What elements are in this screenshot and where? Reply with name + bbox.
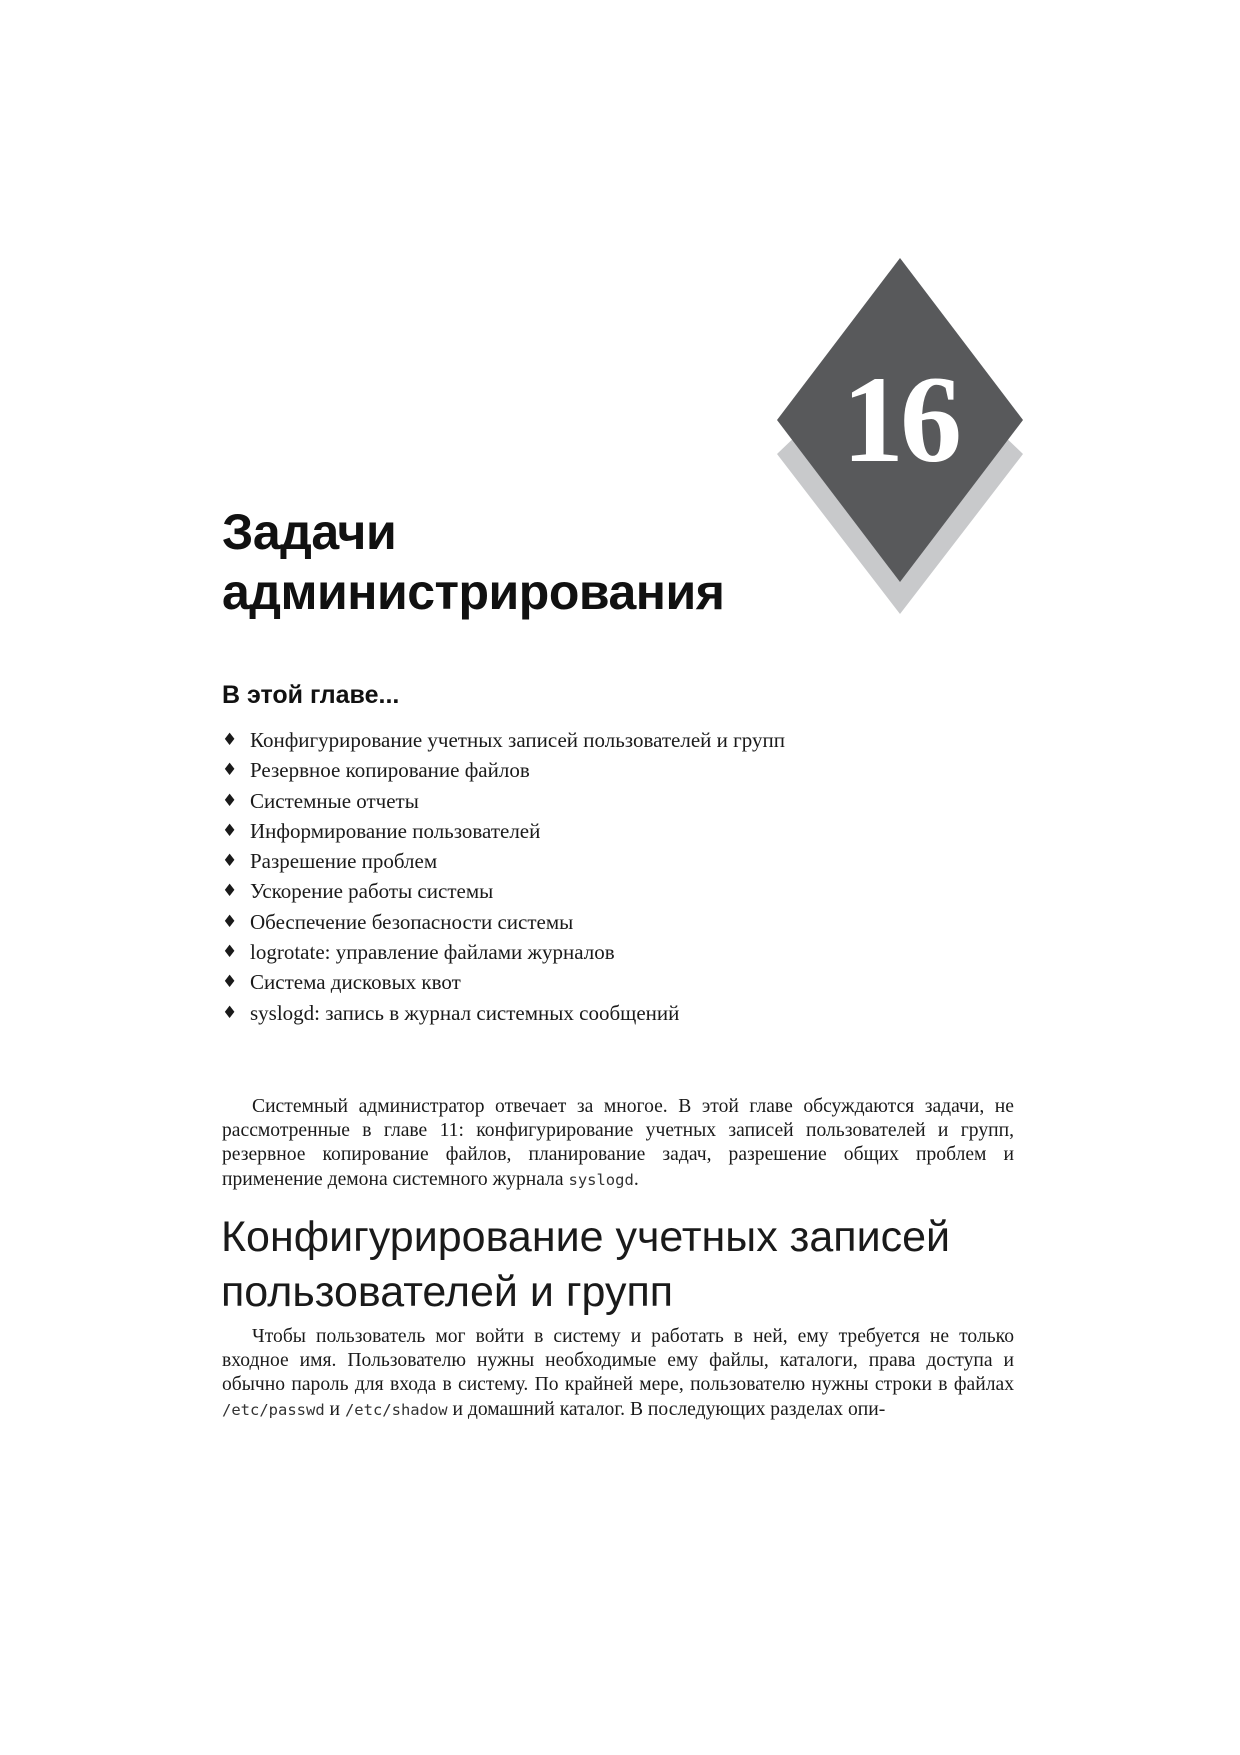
chapter-title bbox=[222, 502, 724, 622]
list-item bbox=[222, 725, 785, 755]
list-item bbox=[222, 998, 785, 1028]
list-item-text: Информирование пользователей bbox=[250, 818, 541, 843]
list-item-text: Разрешение проблем bbox=[250, 849, 438, 874]
list-item bbox=[222, 937, 785, 967]
chapter-title-line-2: администрирования bbox=[222, 564, 725, 620]
diamond-bullet-icon: ♦ bbox=[222, 972, 238, 993]
diamond-bullet-icon: ♦ bbox=[222, 911, 238, 932]
list-item-text: Ускорение работы системы bbox=[250, 879, 494, 904]
diamond-bullet-icon: ♦ bbox=[222, 730, 238, 750]
diamond-bullet-icon: ♦ bbox=[222, 820, 238, 841]
inline-code: /etc/shadow bbox=[344, 1400, 448, 1419]
intro-end: . bbox=[633, 1168, 639, 1190]
diamond-bullet-icon: ♦ bbox=[222, 760, 238, 781]
in-this-chapter-heading: В этой главе... bbox=[222, 681, 400, 709]
section-title bbox=[221, 1210, 950, 1320]
inline-code: /etc/passwd bbox=[222, 1400, 325, 1419]
paragraph-text: и bbox=[324, 1398, 345, 1420]
list-item bbox=[222, 755, 785, 785]
list-item-text: Системные отчеты bbox=[250, 788, 419, 813]
paragraph-text: и домашний каталог. В последующих разделах опи- bbox=[447, 1398, 886, 1420]
diamond-bullet-icon: ♦ bbox=[222, 942, 238, 963]
chapter-badge bbox=[770, 258, 1030, 620]
list-item bbox=[222, 816, 785, 846]
section-paragraph bbox=[222, 1325, 1014, 1422]
intro-paragraph bbox=[222, 1095, 1014, 1192]
list-item-text: Конфигурирование учетных записей пользователей и групп bbox=[250, 728, 785, 752]
section-title-line-1: Конфигурирование учетных записей bbox=[221, 1213, 951, 1261]
diamond-bullet-icon: ♦ bbox=[222, 790, 238, 811]
list-item-text: Резервное копирование файлов bbox=[250, 758, 530, 783]
list-item bbox=[222, 786, 785, 816]
intro-text: Системный администратор отвечает за многое. В этой главе обсуждаются задачи, не рассмотренные в главе 11: конфигурирование учетных записей пользователей и групп, резервное копирование файлов, планирование задач, разрешение общих проблем и применение демона системного журнала bbox=[222, 1096, 1014, 1190]
diamond-bullet-icon: ♦ bbox=[222, 851, 238, 872]
list-item bbox=[222, 967, 785, 997]
list-item-text: Система дисковых квот bbox=[250, 970, 461, 995]
diamond-bullet-icon: ♦ bbox=[222, 1002, 238, 1023]
chapter-contents-list bbox=[222, 725, 785, 1028]
diamond-bullet-icon: ♦ bbox=[222, 881, 238, 902]
inline-code: syslogd bbox=[568, 1170, 634, 1189]
list-item-text: Обеспечение безопасности системы bbox=[250, 909, 574, 934]
list-item-text: logrotate: управление файлами журналов bbox=[250, 940, 615, 965]
list-item bbox=[222, 907, 785, 937]
section-title-line-2: пользователей и групп bbox=[221, 1268, 674, 1316]
chapter-title-line-1: Задачи bbox=[222, 504, 397, 560]
list-item bbox=[222, 876, 785, 906]
list-item-text: syslogd: запись в журнал системных сообщений bbox=[250, 1000, 680, 1025]
paragraph-text: Чтобы пользователь мог войти в систему и работать в ней, ему требуется не только входное имя. Пользователю нужны необходимые ему файлы, каталоги, права доступа и обычно пароль для входа в систему. По крайней мере, пользователю нужны строки в файлах bbox=[222, 1326, 1014, 1396]
list-item bbox=[222, 846, 785, 876]
chapter-number: 16 bbox=[842, 351, 958, 488]
